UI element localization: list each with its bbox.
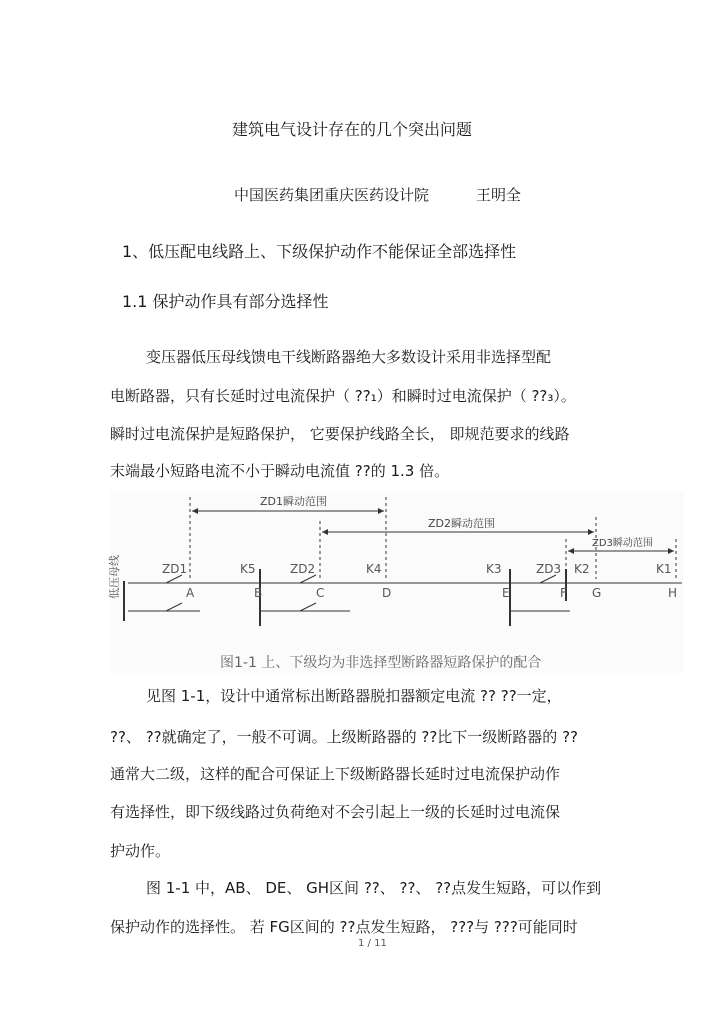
figure-point-e: E <box>502 586 510 600</box>
figure-range-3: ZD3瞬动范围 <box>592 538 653 549</box>
figure-fault-k3: K3 <box>486 562 502 576</box>
para3-line-2: 保护动作的选择性。 若 FG区间的 ??点发生短路， ???与 ???可能同时 <box>110 918 578 936</box>
figure-point-h: H <box>668 586 678 600</box>
figure-range-2: ZD2瞬动范围 <box>428 517 496 530</box>
document-title: 建筑电气设计存在的几个突出问题 <box>232 120 473 139</box>
figure-fault-k1: K1 <box>656 562 672 576</box>
figure-point-a: A <box>186 586 195 600</box>
section-heading-1-1: 1.1 保护动作具有部分选择性 <box>122 292 329 311</box>
figure-bus-label: 低压母线 <box>108 555 121 599</box>
figure-range-1: ZD1瞬动范围 <box>260 495 328 508</box>
figure-fault-k2: K2 <box>574 562 590 576</box>
page-number: 1 / 11 <box>358 938 387 949</box>
para1-line-2: 电断路器，只有长延时过电流保护（ ??₁）和瞬时过电流保护（ ??₃）。 <box>110 387 576 405</box>
figure-fault-k4: K4 <box>366 562 382 576</box>
para2-line-5: 护动作。 <box>110 842 171 860</box>
figure-point-g: G <box>592 586 602 600</box>
para3-line-1: 图 1-1 中，AB、 DE、 GH区间 ??、 ??、 ??点发生短路，可以作到 <box>146 879 602 897</box>
figure-breaker-zd1: ZD1 <box>162 562 188 576</box>
author-org: 中国医药集团重庆医药设计院 <box>234 186 430 204</box>
para1-line-3: 瞬时过电流保护是短路保护， 它要保护线路全长， 即规范要求的线路 <box>110 425 570 443</box>
para2-line-4: 有选择性，即下级线路过负荷绝对不会引起上一级的长延时过电流保 <box>110 803 561 821</box>
author-name: 王明全 <box>476 186 522 204</box>
para1-line-1: 变压器低压母线馈电干线断路器绝大多数设计采用非选择型配 <box>146 348 552 366</box>
para2-line-2: ??、 ??就确定了，一般不可调。上级断路器的 ??比下一级断路器的 ?? <box>110 728 578 746</box>
figure-point-f: F <box>560 586 567 600</box>
figure-1-1 <box>110 491 684 673</box>
para2-line-3: 通常大二级，这样的配合可保证上下级断路器长延时过电流保护动作 <box>110 765 561 783</box>
figure-breaker-zd3: ZD3 <box>536 562 562 576</box>
figure-point-b: B <box>254 586 263 600</box>
figure-point-c: C <box>316 586 325 600</box>
figure-caption: 图1-1 上、下级均为非选择型断路器短路保护的配合 <box>220 655 542 671</box>
section-heading-1: 1、低压配电线路上、下级保护动作不能保证全部选择性 <box>122 242 517 261</box>
figure-point-d: D <box>382 586 392 600</box>
para1-line-4: 末端最小短路电流不小于瞬动电流值 ??的 1.3 倍。 <box>110 462 450 480</box>
figure-fault-k5: K5 <box>240 562 256 576</box>
figure-breaker-zd2: ZD2 <box>290 562 316 576</box>
para2-line-1: 见图 1-1，设计中通常标出断路器脱扣器额定电流 ?? ??一定， <box>146 687 562 705</box>
